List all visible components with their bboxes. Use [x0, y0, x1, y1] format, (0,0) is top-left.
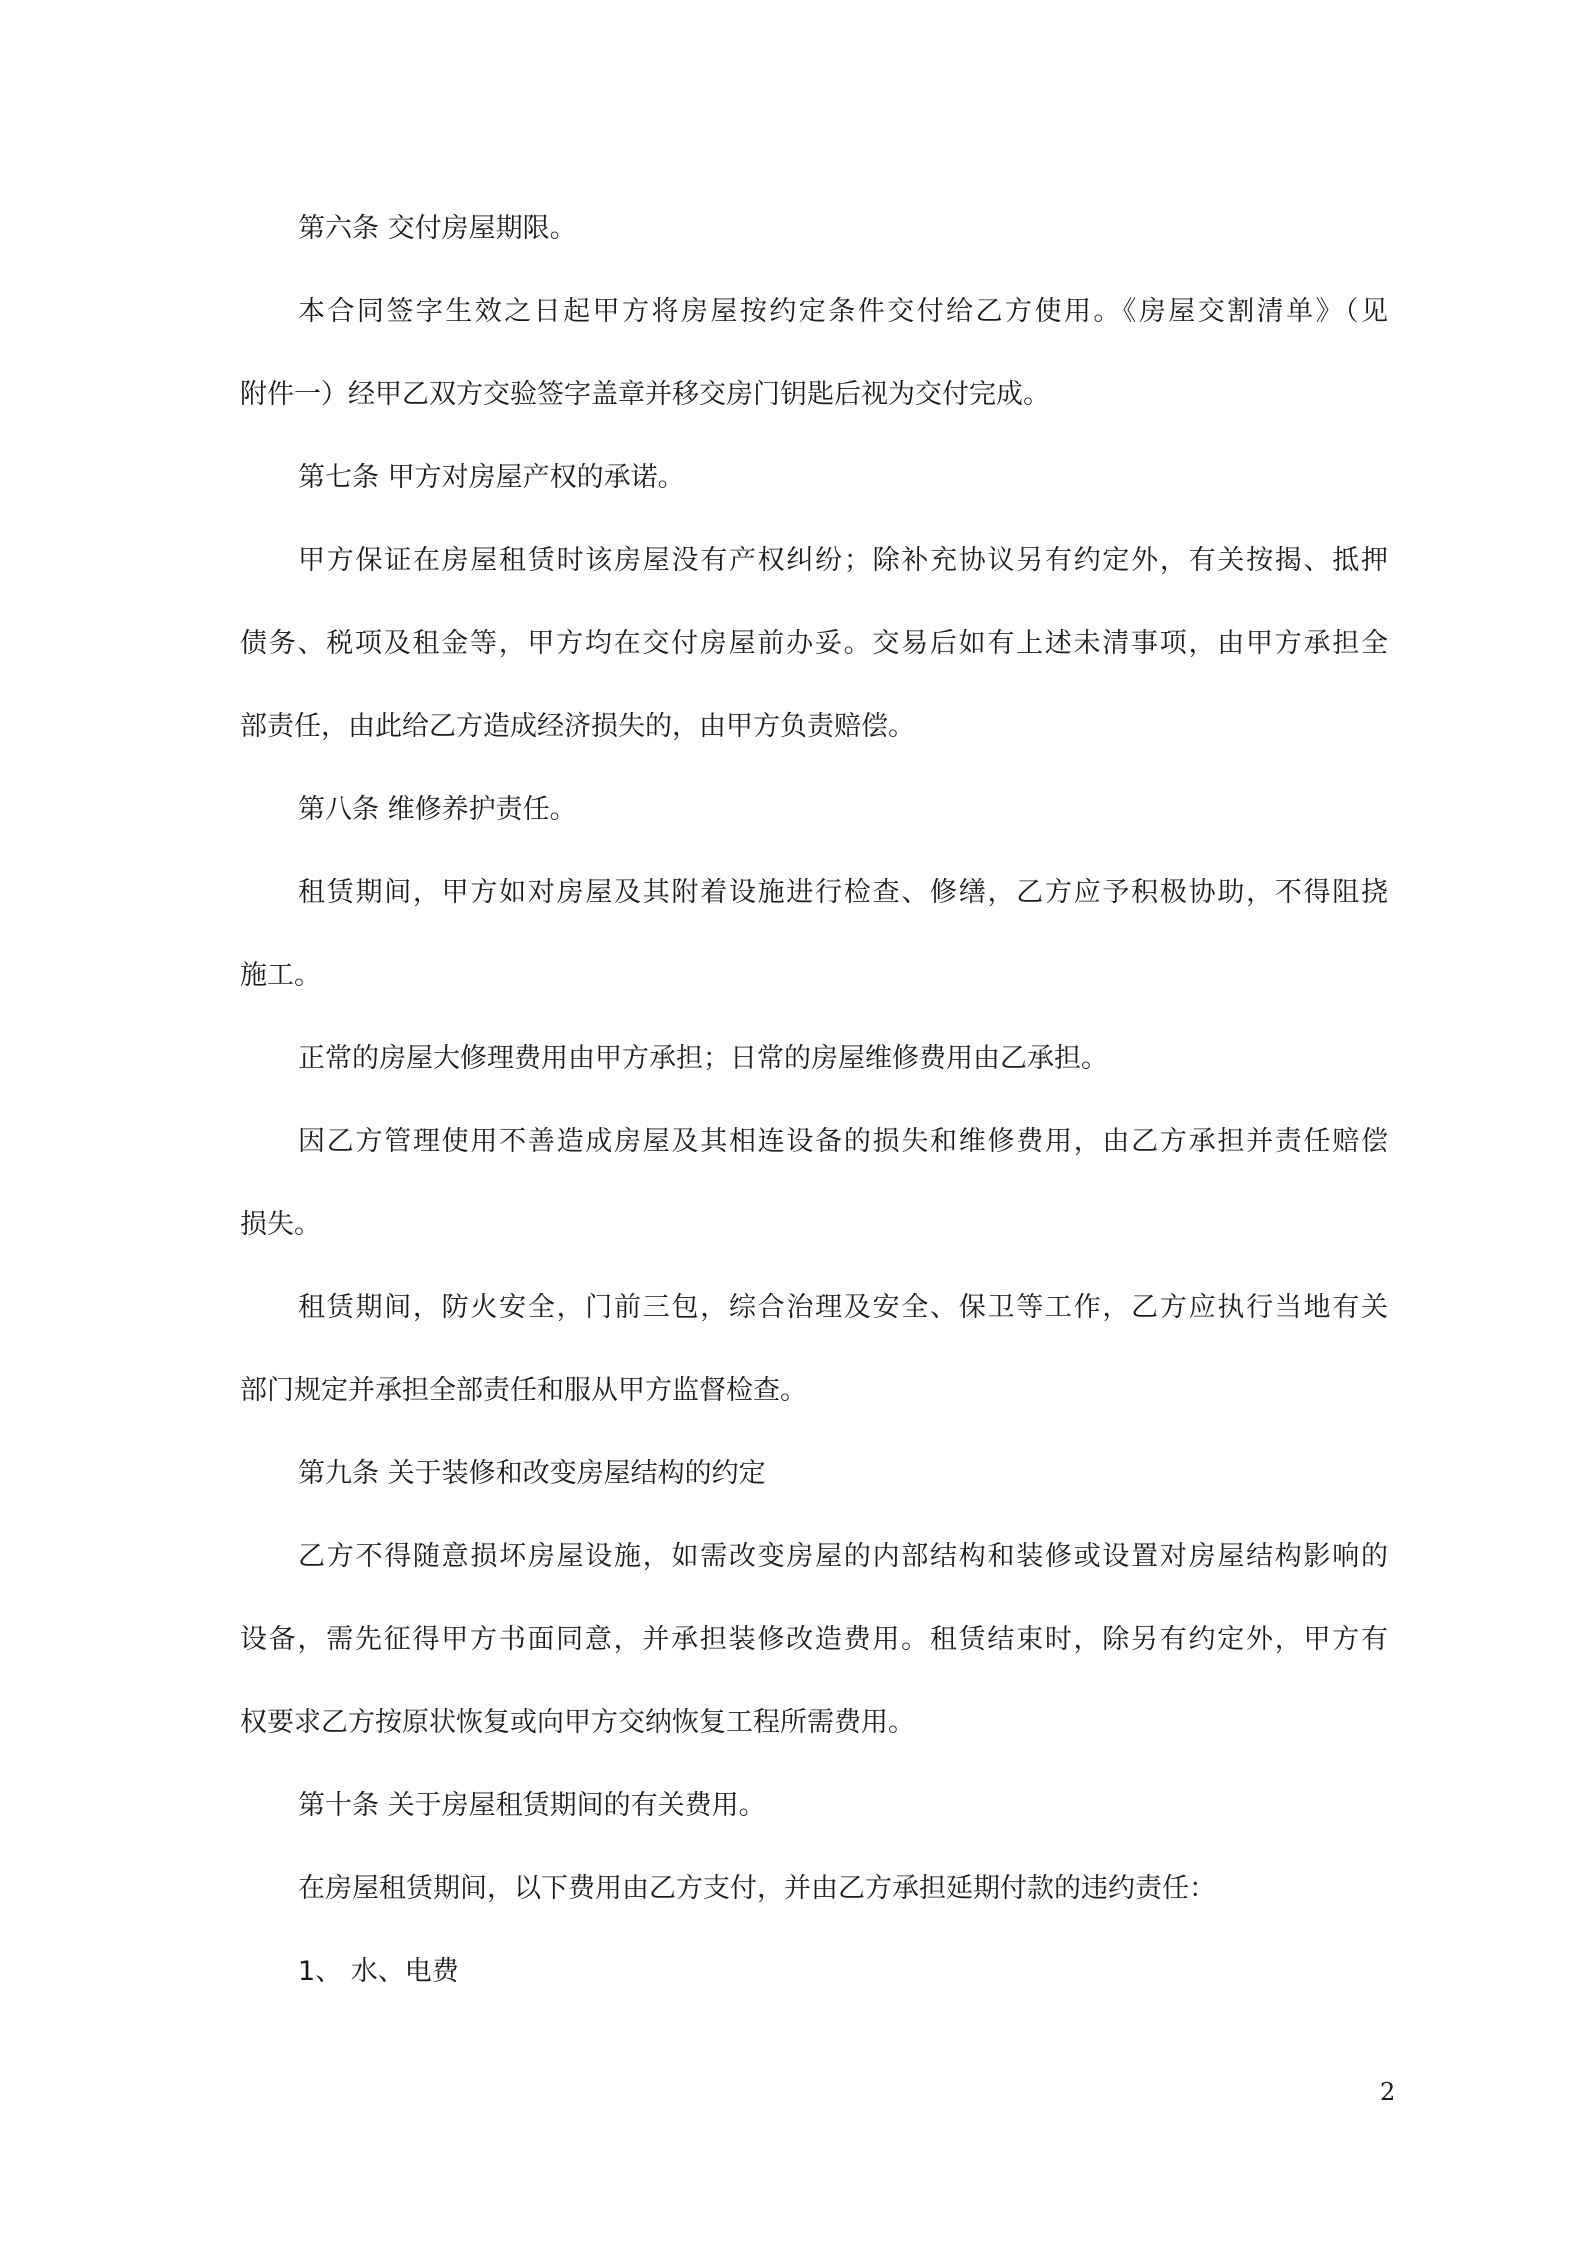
article-8-text-line-2: 施工。 — [240, 960, 321, 991]
article-9-text-line-2: 设备，需先征得甲方书面同意，并承担装修改造费用。租赁结束时，除另有约定外，甲方有 — [240, 1624, 1388, 1655]
article-7-heading: 第七条 甲方对房屋产权的承诺。 — [298, 462, 685, 493]
article-8-text-line-7: 部门规定并承担全部责任和服从甲方监督检查。 — [240, 1375, 807, 1406]
article-6-text-line-1: 本合同签字生效之日起甲方将房屋按约定条件交付给乙方使用。《房屋交割清单》（见 — [298, 296, 1388, 327]
article-6-text-line-2: 附件一）经甲乙双方交验签字盖章并移交房门钥匙后视为交付完成。 — [240, 379, 1050, 410]
article-7-text-line-1: 甲方保证在房屋租赁时该房屋没有产权纠纷；除补充协议另有约定外，有关按揭、抵押 — [298, 545, 1388, 576]
article-8-heading: 第八条 维修养护责任。 — [298, 794, 577, 825]
article-9-text-line-3: 权要求乙方按原状恢复或向甲方交纳恢复工程所需费用。 — [240, 1707, 915, 1738]
article-8-text-line-6: 租赁期间，防火安全，门前三包，综合治理及安全、保卫等工作，乙方应执行当地有关 — [298, 1292, 1388, 1323]
article-7-text-line-2: 债务、税项及租金等，甲方均在交付房屋前办妥。交易后如有上述未清事项，由甲方承担全 — [240, 628, 1388, 659]
page-number: 2 — [1380, 2078, 1396, 2106]
article-10-heading: 第十条 关于房屋租赁期间的有关费用。 — [298, 1790, 766, 1821]
article-7-text-line-3: 部责任，由此给乙方造成经济损失的，由甲方负责赔偿。 — [240, 711, 915, 742]
article-8-text-line-1: 租赁期间，甲方如对房屋及其附着设施进行检查、修缮，乙方应予积极协助，不得阻挠 — [298, 877, 1388, 908]
article-8-text-line-3: 正常的房屋大修理费用由甲方承担；日常的房屋维修费用由乙承担。 — [298, 1043, 1108, 1074]
article-9-text-line-1: 乙方不得随意损坏房屋设施，如需改变房屋的内部结构和装修或设置对房屋结构影响的 — [298, 1541, 1388, 1572]
article-9-heading: 第九条 关于装修和改变房屋结构的约定 — [298, 1458, 766, 1489]
article-10-list-item-1: 1、 水、电费 — [298, 1956, 459, 1987]
article-8-text-line-4: 因乙方管理使用不善造成房屋及其相连设备的损失和维修费用，由乙方承担并责任赔偿 — [298, 1126, 1388, 1157]
article-6-heading: 第六条 交付房屋期限。 — [298, 213, 577, 244]
article-8-text-line-5: 损失。 — [240, 1209, 321, 1240]
article-10-text-line-1: 在房屋租赁期间，以下费用由乙方支付，并由乙方承担延期付款的违约责任： — [298, 1873, 1216, 1904]
